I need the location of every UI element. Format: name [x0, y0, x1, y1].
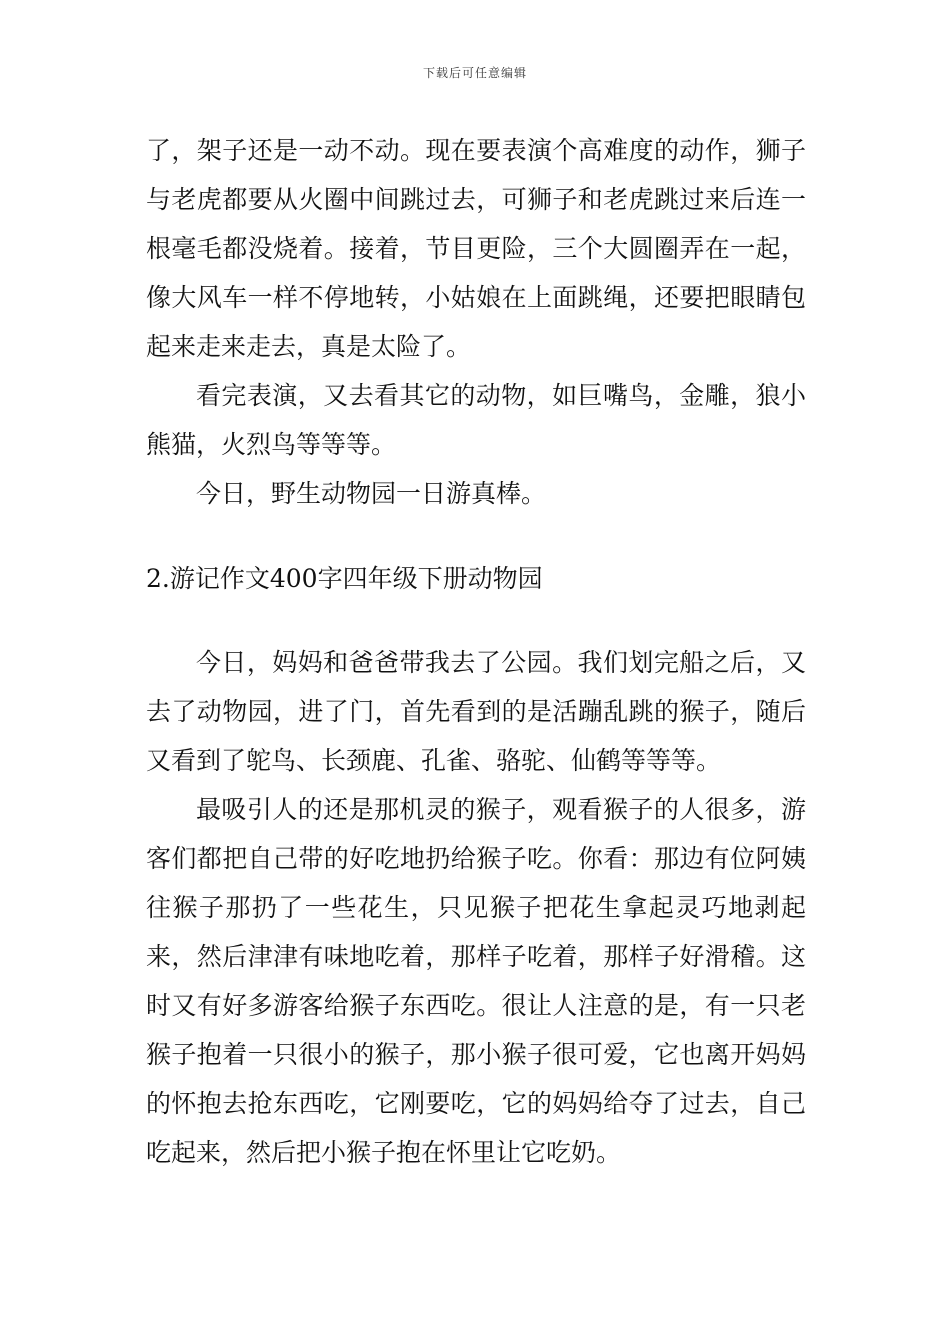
paragraph: 今日，妈妈和爸爸带我去了公园。我们划完船之后，又去了动物园，进了门，首先看到的是活蹦乱跳的猴子，随后又看到了鸵鸟、长颈鹿、孔雀、骆驼、仙鹤等等等。 [146, 648, 806, 775]
paragraph: 今日，野生动物园一日游真棒。 [196, 479, 547, 508]
document-body [146, 126, 806, 1177]
paragraph-continued: 了，架子还是一动不动。现在要表演个高难度的动作，狮子与老虎都要从火圈中间跳过去，可狮子和老虎跳过来后连一根毫毛都没烧着。接着，节目更险，三个大圆圈弄在一起，像大风车一样不停地转，小姑娘在上面跳绳，还要把眼睛包起来走来走去，真是太险了。 [146, 136, 806, 361]
paragraph: 最吸引人的还是那机灵的猴子，观看猴子的人很多，游客们都把自己带的好吃地扔给猴子吃。你看：那边有位阿姨往猴子那扔了一些花生，只见猴子把花生拿起灵巧地剥起来，然后津津有味地吃着，那样子吃着，那样子好滑稽。这时又有好多游客给猴子东西吃。很让人注意的是，有一只老猴子抱着一只很小的猴子，那小猴子很可爱，它也离开妈妈的怀抱去抢东西吃，它刚要吃，它的妈妈给夺了过去，自己吃起来，然后把小猴子抱在怀里让它吃奶。 [146, 795, 806, 1167]
section-heading: 2.游记作文400字四年级下册动物园 [146, 564, 543, 593]
paragraph: 看完表演，又去看其它的动物，如巨嘴鸟，金雕，狼小熊猫，火烈鸟等等等。 [146, 381, 806, 459]
page-header: 下载后可任意编辑 [422, 66, 527, 80]
